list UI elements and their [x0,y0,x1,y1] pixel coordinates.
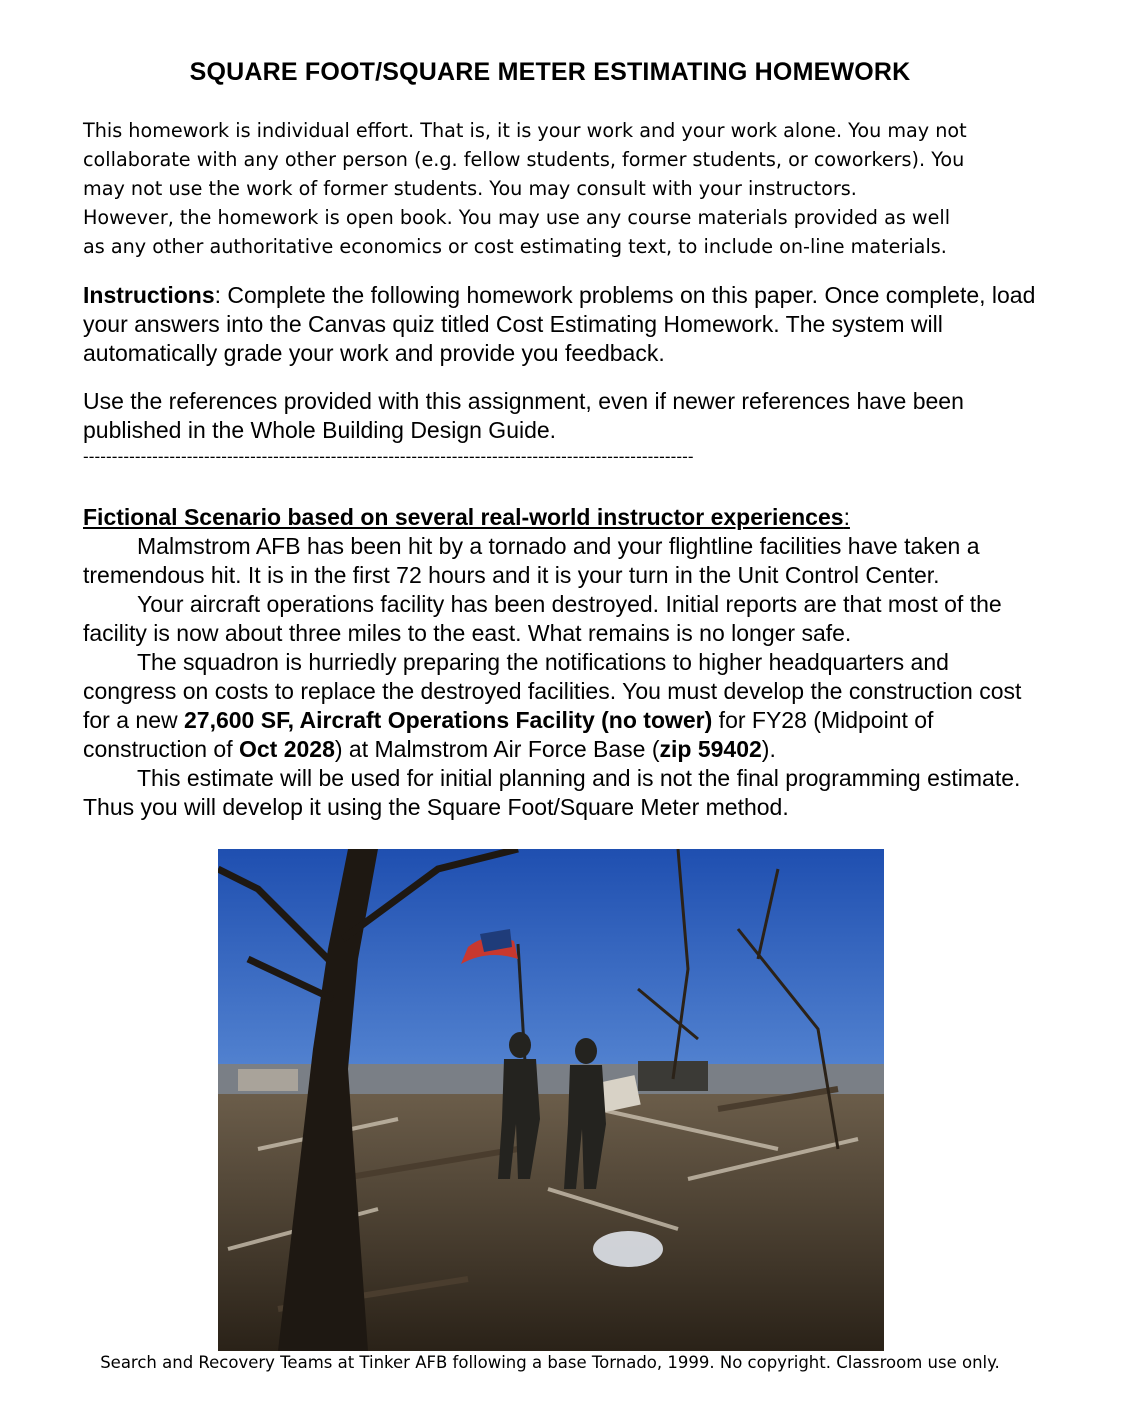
scenario-text: The squadron is hurriedly preparing the notifications to higher headquarters and congress on costs to replace the destroyed facilities. You must develop the construction cost for a new [83,649,1022,733]
page-title: SQUARE FOOT/SQUARE METER ESTIMATING HOMEWORK [189,58,911,86]
scenario-heading: Fictional Scenario based on several real-world instructor experiences [83,504,844,530]
intro-line: collaborate with any other person (e.g. fellow students, former students, or coworkers). You [83,148,965,171]
scenario-heading-colon: : [843,504,850,530]
photo-caption: Search and Recovery Teams at Tinker AFB following a base Tornado, 1999. No copyright. Classroom use only. [100,1353,1000,1372]
scenario-text: for FY28 (Midpoint of construction of [83,707,934,762]
scenario-paragraph [83,648,1043,764]
separator-line: ---------------------------------------------------------------------------------------------------------- [83,447,694,466]
intro-line: as any other authoritative economics or cost estimating text, to include on-line materials. [83,235,947,258]
intro-line: However, the homework is open book. You may use any course materials provided as well [83,206,951,229]
intro-paragraph [83,116,1043,261]
intro-line: This homework is individual effort. That is, it is your work and your work alone. You may not [83,119,967,142]
scenario-section [83,503,1043,822]
instructions-text: : Complete the following homework problems on this paper. Once complete, load your answers into the Canvas quiz titled Cost Estimating Homework. The system will automatically grade your work and provide you feedback. [83,282,1036,366]
midpoint-date: Oct 2028 [238,736,335,762]
references-note [83,387,1043,445]
instructions-label: Instructions [83,282,215,308]
scenario-paragraph: This estimate will be used for initial planning and is not the final programming estimate. Thus you will develop it using the Square Foot/Square Meter method. [83,765,1021,820]
instructions-paragraph [83,281,1043,368]
zip-code: zip 59402 [659,736,762,762]
scenario-text: ) at Malmstrom Air Force Base ( [334,736,660,762]
facility-size: 27,600 SF, Aircraft Operations Facility (no tower) [184,707,713,733]
scenario-paragraph: Malmstrom AFB has been hit by a tornado and your flightline facilities have taken a tremendous hit. It is in the first 72 hours and it is your turn in the Unit Control Center. [83,533,980,588]
tornado-photo [218,849,884,1351]
scenario-text: ). [761,736,776,762]
references-text: Use the references provided with this assignment, even if newer references have been published in the Whole Building Design Guide. [83,388,964,443]
intro-line: may not use the work of former students. You may consult with your instructors. [83,177,857,200]
scenario-paragraph: Your aircraft operations facility has been destroyed. Initial reports are that most of the facility is now about three miles to the east. What remains is no longer safe. [83,591,1002,646]
